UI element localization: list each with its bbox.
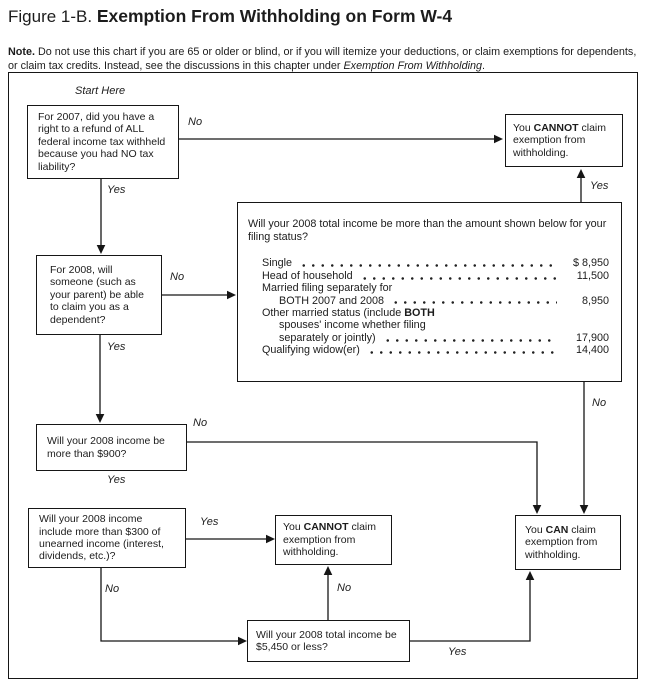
dot-leader	[297, 257, 557, 269]
edge-income-more-no	[580, 382, 589, 514]
edge-label-income-more-yes: Yes	[590, 180, 609, 192]
node-can-claim: You CAN claim exemption from withholding.	[515, 515, 621, 570]
table-row: Married filing separately for	[262, 282, 393, 295]
edge-income-more-yes	[577, 169, 586, 202]
edge-label-income-more-no: No	[592, 397, 607, 409]
edge-label-refund-no: No	[188, 116, 203, 128]
edge-label-unearned-yes: Yes	[200, 516, 219, 528]
edge-dependent-yes	[96, 335, 105, 423]
table-row: Other married status (include BOTH	[262, 306, 435, 319]
edge-label-income900-yes: Yes	[107, 474, 126, 486]
note-reference: Exemption From Withholding	[343, 60, 482, 73]
edge-unearned-no	[101, 568, 247, 645]
figure-label: Figure 1-B.	[8, 7, 93, 26]
edge-dependent-no	[162, 291, 236, 300]
note-label: Note.	[8, 45, 35, 58]
table-row: Single $ 8,950	[262, 257, 609, 270]
edge-label-dependent-yes: Yes	[107, 341, 126, 353]
edge-refund-no	[179, 135, 503, 144]
edge-label-unearned-no: No	[105, 583, 120, 595]
edge-unearned-yes	[186, 535, 275, 544]
node-cannot-claim-mid: You CANNOT claim exemption from withholding.	[275, 515, 392, 565]
node-q-unearned-300: Will your 2008 income include more than $300 of unearned income (interest, dividends, etc.)?	[28, 508, 186, 568]
node-q-refund-2007: For 2007, did you have a right to a refund of ALL federal income tax withheld because you had NO tax liability?	[27, 105, 179, 179]
table-row: BOTH 2007 and 2008 8,950	[279, 294, 609, 307]
table-row: spouses' income whether filing	[279, 319, 426, 332]
edge-total5450-yes	[410, 571, 534, 641]
node-q-income-900: Will your 2008 income be more than $900?	[36, 424, 187, 471]
node-q-dependent-2008: For 2008, will someone (such as your parent) be able to claim you as a dependent?	[36, 255, 162, 335]
note-suffix: .	[482, 60, 485, 73]
edge-label-income900-no: No	[193, 417, 208, 429]
edge-refund-yes	[97, 179, 106, 254]
edge-label-refund-yes: Yes	[107, 184, 126, 196]
edge-total5450-no	[324, 566, 333, 620]
figure-title-main: Exemption From Withholding on Form W-4	[96, 6, 453, 26]
dot-leader	[358, 270, 557, 282]
dot-leader	[381, 332, 557, 344]
table-row: separately or jointly) 17,900	[279, 331, 609, 344]
node-q-total-5450: Will your 2008 total income be $5,450 or less?	[247, 620, 410, 662]
note-body: Do not use this chart if you are 65 or older or blind, or if you will itemize your deductions, or claim exemptions for dependents, or claim tax credits. Instead, see the discussions in this chapter under	[8, 45, 637, 73]
dot-leader	[365, 344, 557, 356]
edge-label-total5450-no: No	[337, 582, 352, 594]
node-cannot-claim-top: You CANNOT claim exemption from withholding.	[505, 114, 623, 167]
dot-leader	[389, 295, 557, 307]
start-here-label: Start Here	[75, 85, 126, 97]
filing-status-question: Will your 2008 total income be more than the amount shown below for your filing status?	[248, 218, 607, 244]
filing-status-table	[262, 257, 609, 356]
node-filing-status-table	[237, 202, 622, 382]
edge-income900-no	[187, 442, 541, 514]
table-row: Qualifying widow(er) 14,400	[262, 344, 609, 357]
edge-label-total5450-yes: Yes	[448, 646, 467, 658]
table-row: Head of household 11,500	[262, 269, 609, 282]
edge-label-dependent-no: No	[170, 271, 185, 283]
